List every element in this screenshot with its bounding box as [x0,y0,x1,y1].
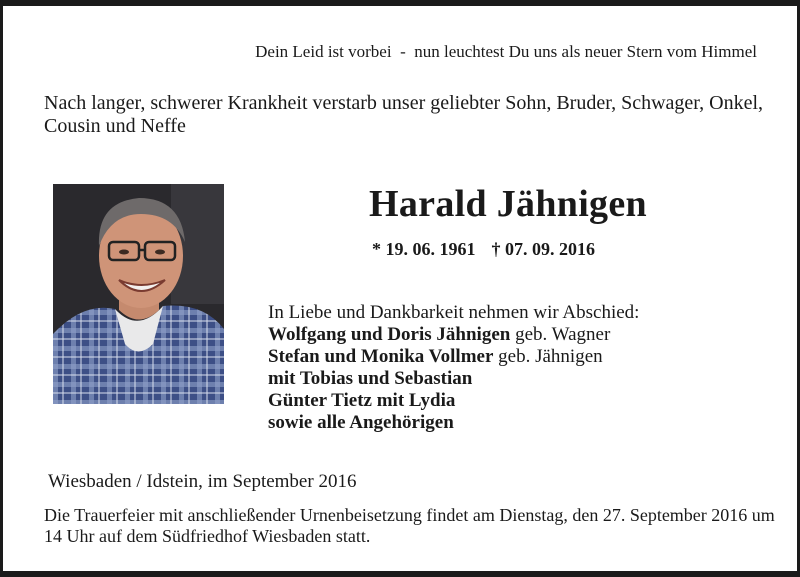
death-date: † 07. 09. 2016 [491,239,595,259]
maiden-name: geb. Jähnigen [493,346,603,367]
mourner-line: sowie alle Angehörigen [268,412,454,433]
family-signatures [268,302,639,434]
mourner-names: Stefan und Monika Vollmer [268,346,494,367]
mourner-line [268,346,639,368]
intro-text: Nach langer, schwerer Krankheit verstarb unser geliebter Sohn, Bruder, Schwager, Onkel, Cousin und Neffe [44,92,764,137]
motto-line: Dein Leid ist vorbei - nun leuchtest Du uns als neuer Stern vom Himmel [255,42,757,61]
birth-date: * 19. 06. 1961 [372,239,476,259]
mourner-line: mit Tobias und Sebastian [268,368,473,389]
place-and-date: Wiesbaden / Idstein, im September 2016 [48,471,357,492]
portrait-illustration [53,184,224,404]
mourner-names: Wolfgang und Doris Jähnigen [268,324,511,345]
maiden-name: geb. Wagner [510,324,611,345]
mourner-line: Günter Tietz mit Lydia [268,390,456,411]
funeral-service-info: Die Trauerfeier mit anschließender Urnenbeisetzung findet am Dienstag, den 27. September 2016 um 14 Uhr auf dem Südfriedhof Wiesbaden statt. [44,505,775,546]
life-dates [372,239,595,260]
mourner-line [268,324,639,346]
deceased-name: Harald Jähnigen [369,183,647,225]
portrait-photo [53,184,224,404]
farewell-heading: In Liebe und Dankbarkeit nehmen wir Abschied: [268,302,640,323]
